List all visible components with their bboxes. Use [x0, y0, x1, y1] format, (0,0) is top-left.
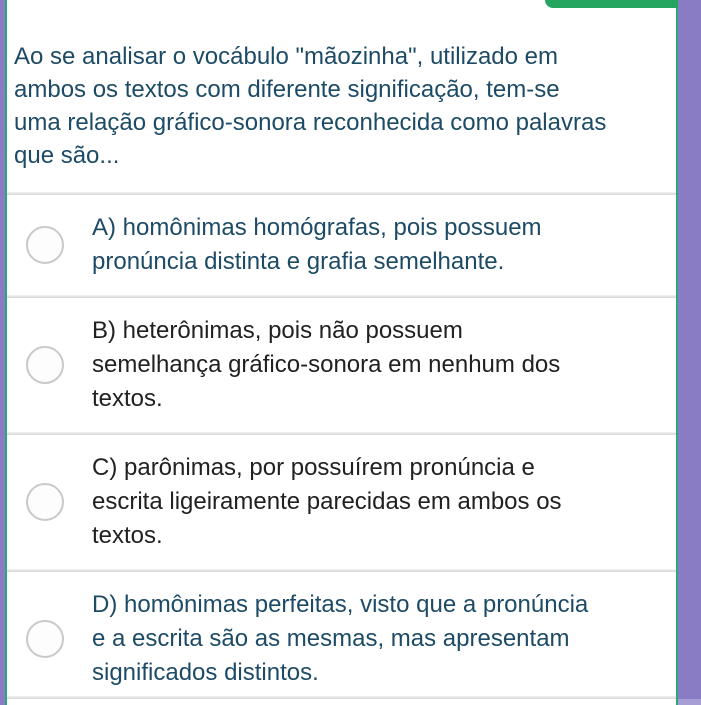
option-a-line: pronúncia distinta e grafia semelhante.	[92, 248, 505, 275]
option-d-label	[92, 588, 588, 690]
option-a-line: A) homônimas homógrafas, pois possuem	[92, 214, 542, 241]
question-line: ambos os textos com diferente significação, tem-se	[14, 76, 560, 103]
option-b-line: semelhança gráfico-sonora em nenhum dos	[92, 351, 561, 378]
card-left-green-edge	[5, 0, 7, 705]
radio-button-c[interactable]	[26, 483, 64, 521]
option-c-line: C) parônimas, por possuírem pronúncia e	[92, 454, 535, 481]
question-line: uma relação gráfico-sonora reconhecida como palavras	[14, 109, 607, 136]
question-line: que são...	[14, 142, 120, 169]
green-header-tab	[545, 0, 678, 8]
radio-button-b[interactable]	[26, 346, 64, 384]
radio-button-a[interactable]	[26, 226, 64, 264]
option-a-label	[92, 211, 542, 279]
option-c-line: escrita ligeiramente parecidas em ambos os	[92, 488, 562, 515]
option-d-line: e a escrita são as mesmas, mas apresentam	[92, 625, 570, 652]
option-b-label	[92, 314, 560, 416]
option-row-a[interactable]	[7, 195, 676, 295]
question-line: Ao se analisar o vocábulo "mãozinha", utilizado em	[14, 43, 559, 70]
right-strip-footer	[678, 699, 701, 705]
question-text	[7, 0, 676, 192]
option-row-d[interactable]	[7, 572, 676, 705]
option-b-line: B) heterônimas, pois não possuem	[92, 317, 463, 344]
radio-button-d[interactable]	[26, 620, 64, 658]
option-row-c[interactable]	[7, 435, 676, 569]
separator	[7, 696, 676, 699]
option-c-line: textos.	[92, 522, 163, 549]
option-row-b[interactable]	[7, 298, 676, 432]
quiz-card	[7, 0, 676, 705]
option-b-line: textos.	[92, 385, 163, 412]
option-c-label	[92, 451, 562, 553]
right-side-strip	[678, 0, 701, 705]
option-d-line: significados distintos.	[92, 659, 319, 686]
option-d-line: D) homônimas perfeitas, visto que a pronúncia	[92, 591, 589, 618]
